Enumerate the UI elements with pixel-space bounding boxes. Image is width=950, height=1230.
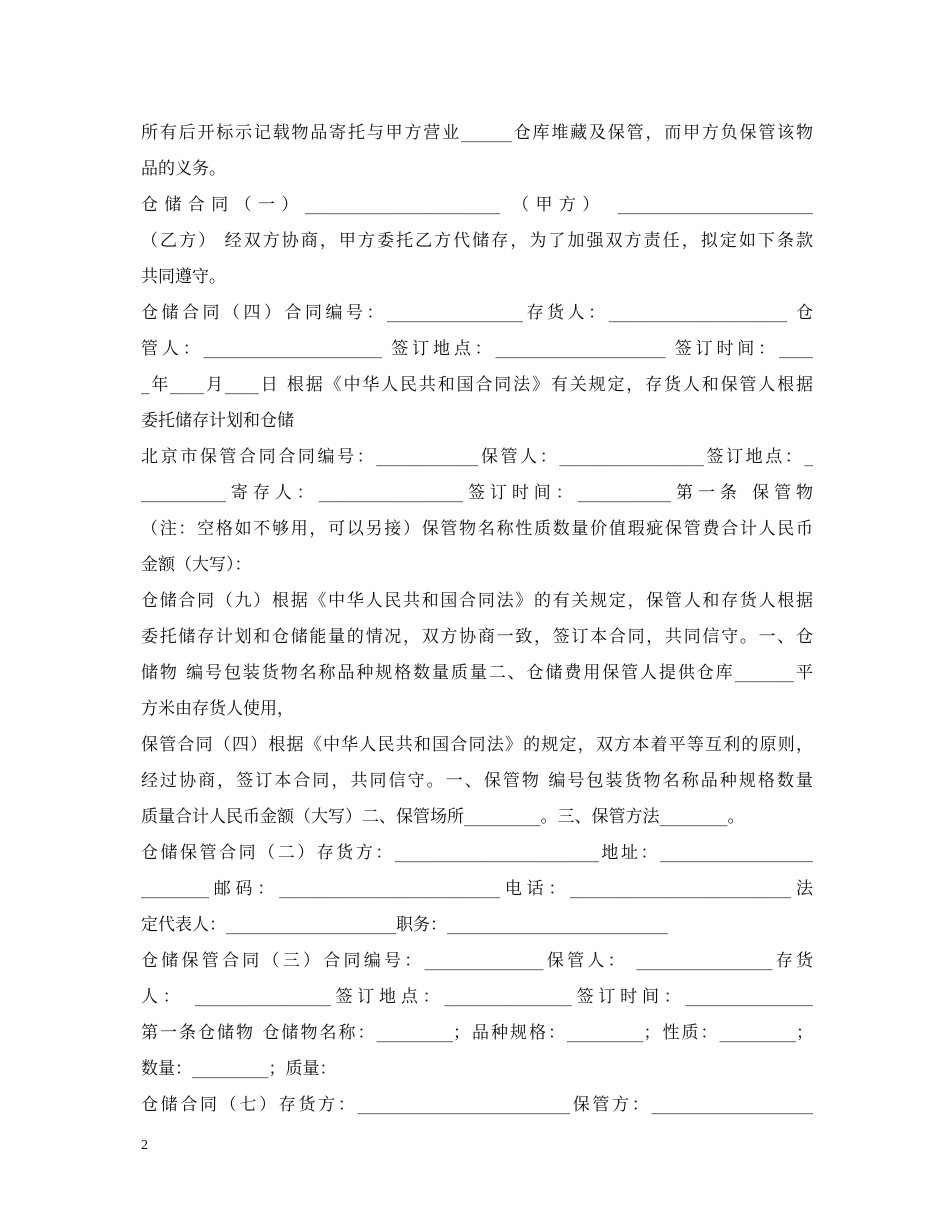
text-line: 品的义务。 xyxy=(141,159,226,179)
text-line: ________邮码：__________________________电话：__________________________法 xyxy=(141,879,813,899)
text-line: 方米由存货人使用， xyxy=(141,699,294,719)
text-line: （注：空格如不够用，可以另接）保管物名称性质数量价值瑕疵保管费合计人民币 xyxy=(141,519,813,539)
text-line: 质量合计人民币金额（大写）二、保管场所_________。三、保管方法________。 xyxy=(141,807,745,827)
text-line: 管人：_____________________ 签订地点：____________________ 签订时间：____ xyxy=(141,339,813,359)
text-line: 仓储合同（四）合同编号：________________存货人：_____________________ 仓 xyxy=(141,303,813,323)
text-line: 仓储合同（七）存货方：_________________________保管方：___________________ xyxy=(141,1095,813,1115)
text-line: 共同遵守。 xyxy=(141,267,226,287)
text-line: 仓储保管合同（二）存货方：________________________地址：__________________ xyxy=(141,843,813,863)
text-line: 第一条仓储物 仓储物名称：_________；品种规格：_________；性质：_________； xyxy=(141,1023,813,1043)
text-line: 委托储存计划和仓储 xyxy=(141,411,294,431)
text-line: 委托储存计划和仓储能量的情况，双方协商一致，签订本合同，共同信守。一、仓 xyxy=(141,627,813,647)
text-line: __________寄存人：_________________签订时间：___________第一条 保管物 xyxy=(141,483,813,503)
text-line: （乙方） 经双方协商，甲方委托乙方代储存，为了加强双方责任，拟定如下条款 xyxy=(141,231,813,251)
text-line: 仓储保管合同（三）合同编号：______________保管人： ________________存货 xyxy=(141,951,813,971)
text-line: 人： ________________签订地点：_______________签订时间：_______________ xyxy=(141,987,813,1007)
text-line: _年____月____日 根据《中华人民共和国合同法》有关规定，存货人和保管人根据 xyxy=(141,375,813,395)
text-line: 金额（大写）： xyxy=(141,555,252,575)
text-line: 数量：_________；质量： xyxy=(141,1059,337,1079)
page-number: 2 xyxy=(141,1138,148,1153)
text-line: 仓储合同（一）_______________________ （甲方） _______________________ xyxy=(141,195,813,215)
document-body xyxy=(141,115,813,1123)
text-line: 经过协商，签订本合同，共同信守。一、保管物 编号包装货物名称品种规格数量 xyxy=(141,771,813,791)
text-line: 储物 编号包装货物名称品种规格数量质量二、仓储费用保管人提供仓库_______平 xyxy=(141,663,813,683)
text-line: 仓储合同（九）根据《中华人民共和国合同法》的有关规定，保管人和存货人根据 xyxy=(141,591,813,611)
text-line: 保管合同（四）根据《中华人民共和国合同法》的规定，双方本着平等互利的原则， xyxy=(141,735,813,755)
text-line: 定代表人：____________________职务：__________________________ xyxy=(141,915,668,935)
text-line: 北京市保管合同合同编号：____________保管人：_________________签订地点：_ xyxy=(141,447,813,467)
text-line: 所有后开标示记载物品寄托与甲方营业______仓库堆藏及保管，而甲方负保管该物 xyxy=(141,123,813,143)
